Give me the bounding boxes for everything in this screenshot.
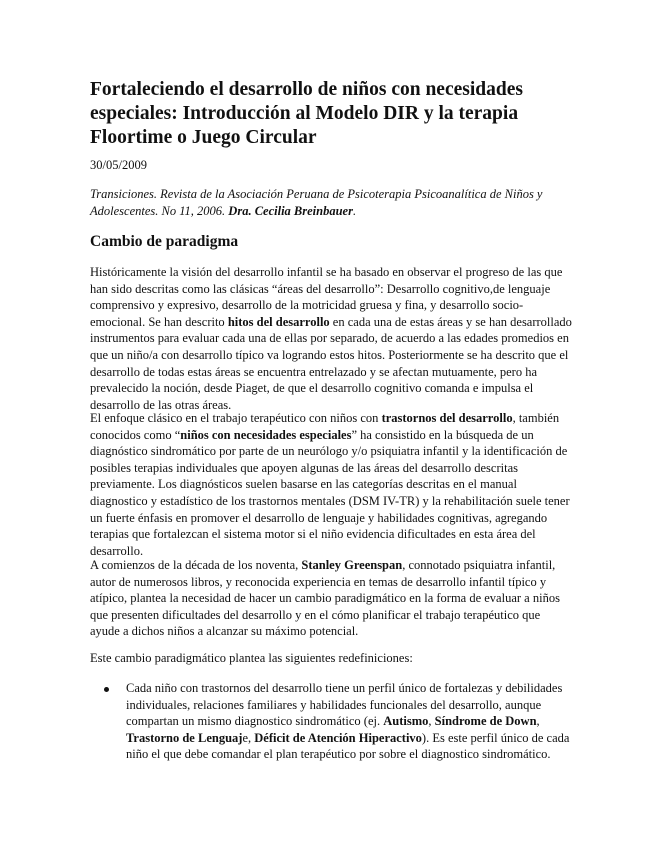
- b1-text-2: ,: [428, 714, 435, 729]
- source-journal: Transiciones. Revista de la Asociación Peruana de Psicoterapia Psicoanalítica de Niños y Adolescentes. No 11, 2006.: [90, 187, 543, 218]
- bullet-icon: [104, 687, 109, 692]
- b1-bold-1: Autismo: [383, 714, 429, 729]
- p1-text-2: en cada una de estas áreas y se han desarrollado instrumentos para evaluar cada una de ellas por separado, de acuerdo a las edades promedios en que un niño/a con desarrollo típico va logrando estos hitos. Posteriormente se ha descrito que el desarrollo de todas estas áreas se encuentra entrelazado y se afectan mutuamente, pero ha prevalecido la noción, desde Piaget, de que el desarrollo cognitivo comanda e impulsa el desarrollo de las otras áreas.: [90, 314, 572, 412]
- p2-text-3: ” ha consistido en la búsqueda de un diagnóstico sindromático por parte de un neurólogo y/o psiquiatra infantil y la identificación de posibles terapias individuales que apoyen algunas de las áreas del desarrollo descritas previamente. Los diagnósticos suelen basarse en las categorías descritas en el manual diagnostico y estadístico de los trastornos mentales (DSM IV-TR) y la rehabilitación suele tener un fuerte énfasis en promover el desarrollo de lenguaje y habilidades cognitivas, agregando terapias que fortalezcan el sistema motor si el niño evidencia dificultades en esta área del desarrollo.: [90, 427, 570, 558]
- source-author-suffix: .: [352, 203, 357, 218]
- paragraph-1: [90, 264, 572, 413]
- paragraph-3: [90, 557, 572, 640]
- b1-bold-3: Trastorno de Lenguaj: [126, 730, 243, 745]
- source-citation: [90, 186, 610, 219]
- p2-bold-1: trastornos del desarrollo: [381, 411, 513, 425]
- p3-text-2: , connotado psiquiatra infantil, autor de numerosos libros, y reconocida experiencia en temas de desarrollo infantil típico y atípico, plantea la necesidad de hacer un cambio paradigmático en la forma de evaluar a niños que presenten dificultades del desarrollo y en el cómo planificar el trabajo terapéutico que ayude a dichos niños a alcanzar su máximo potencial.: [90, 558, 560, 639]
- b1-bold-2: Síndrome de Down: [434, 714, 537, 729]
- article-title: Fortaleciendo el desarrollo de niños con necesidades especiales: Introducción al Modelo DIR y la terapia Floortime o Juego Circular: [90, 79, 523, 148]
- p3-text-1: A comienzos de la década de los noventa,: [90, 558, 302, 572]
- paragraph-2: [90, 410, 572, 559]
- b1-bold-4: Déficit de Atención Hiperactivo: [254, 730, 422, 745]
- p1-text-1: Históricamente la visión del desarrollo infantil se ha basado en observar el progreso de las que han sido descritas como las clásicas “áreas del desarrollo”: Desarrollo cognitivo,de lenguaje comprensivo y expresivo, desarrollo de la motricidad gruesa y fina, y desarrollo socio-emocional. Se han descrito: [90, 265, 563, 329]
- p3-bold-1: Stanley Greenspan: [301, 558, 403, 572]
- paragraph-4: Este cambio paradigmático plantea las siguientes redefiniciones:: [90, 651, 413, 665]
- b1-text-1: Cada niño con trastornos del desarrollo tiene un perfil único de fortalezas y debilidades individuales, relaciones familiares y habilidades funcionales del desarrollo, aunque compartan un mismo diagnostico sindromático (ej.: [126, 681, 563, 729]
- p2-text-2: , también conocidos como “: [90, 411, 560, 442]
- b1-text-5: ). Es este perfil único de cada niño el que debe comandar el plan terapéutico por sobre el diagnostico sindromático.: [126, 730, 570, 762]
- list-item: [104, 680, 570, 763]
- source-author: Dra. Cecilia Breinbauer: [228, 203, 353, 218]
- p2-text-1: El enfoque clásico en el trabajo terapéutico con niños con: [90, 411, 382, 425]
- publication-date: 30/05/2009: [90, 158, 147, 172]
- section-heading: Cambio de paradigma: [90, 233, 239, 250]
- p1-bold-1: hitos del desarrollo: [227, 314, 330, 329]
- redefinitions-list: [104, 680, 570, 763]
- b1-text-3: ,: [536, 714, 540, 729]
- p2-bold-2: niños con necesidades especiales: [180, 427, 352, 442]
- b1-text-4: e,: [242, 730, 255, 745]
